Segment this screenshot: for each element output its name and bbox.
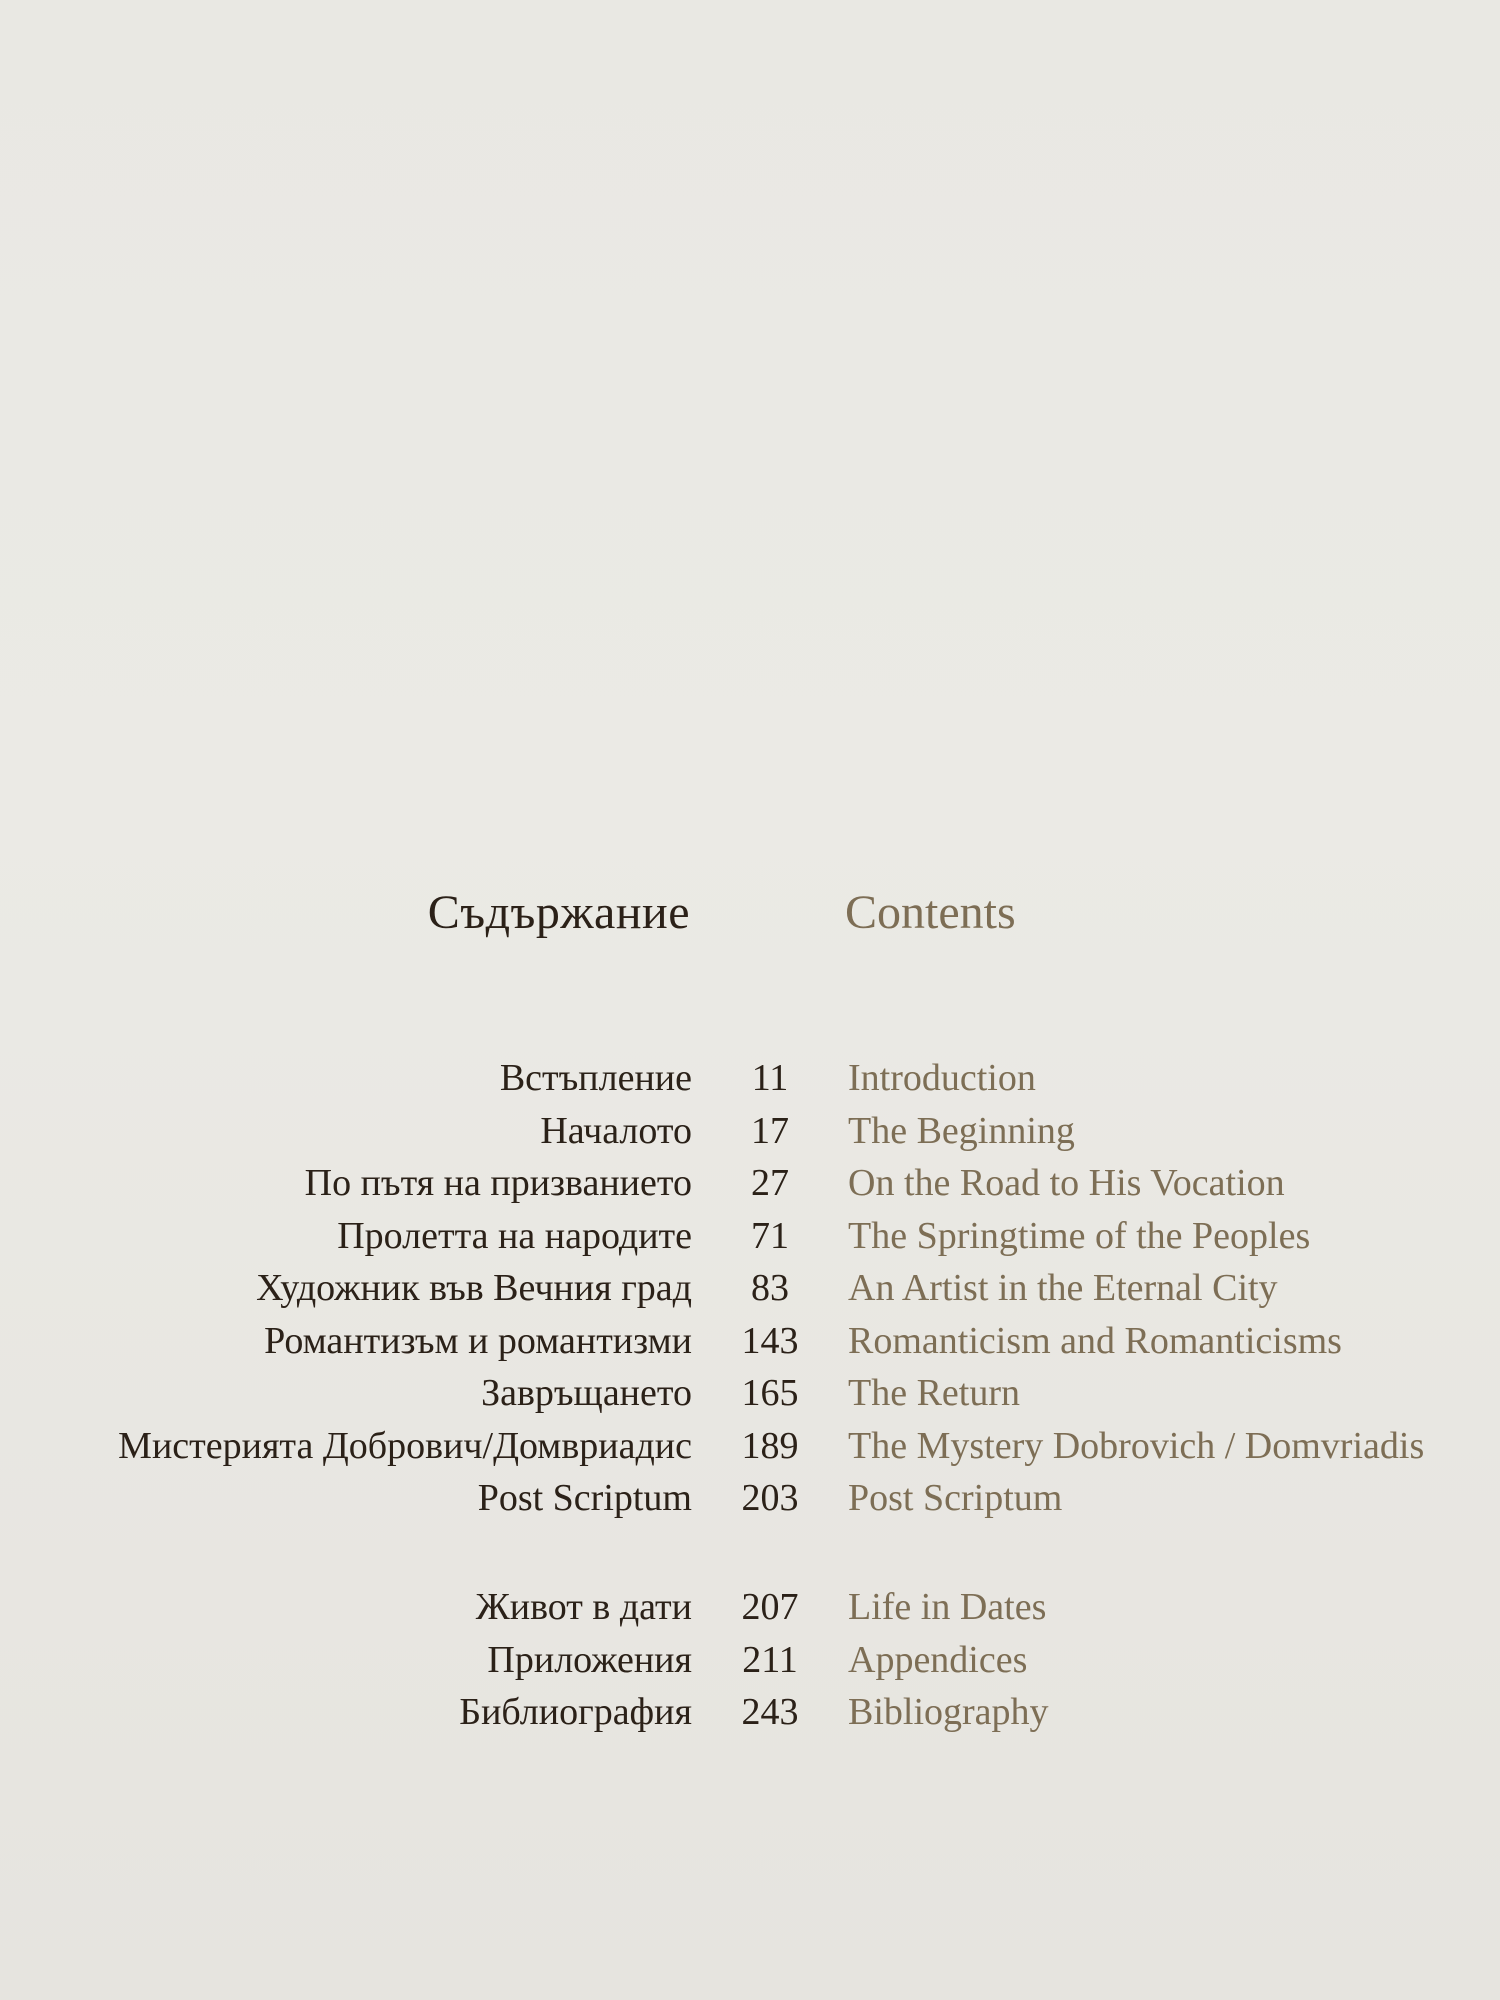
toc-title-english: Appendices — [848, 1638, 1028, 1681]
toc-page-number: 11 — [751, 1057, 789, 1099]
toc-title-english: Bibliography — [848, 1691, 1049, 1733]
toc-title-english: The Mystery Dobrovich / Domvriadis — [848, 1424, 1425, 1467]
toc-title-bulgarian: Приложения — [487, 1638, 692, 1681]
toc-title-bulgarian: Встъпление — [499, 1057, 692, 1099]
toc-title-bulgarian: Художник във Вечния град — [256, 1267, 692, 1309]
toc-row — [0, 1210, 1500, 1263]
toc-title-bulgarian: Завръщането — [481, 1372, 692, 1414]
toc-main-list — [0, 1052, 1500, 1525]
toc-page-number: 207 — [741, 1586, 799, 1628]
toc-title-bulgarian: Мистерията Добрович/Домвриадис — [118, 1424, 692, 1467]
toc-row — [0, 1105, 1500, 1158]
toc-title-english: The Beginning — [848, 1109, 1075, 1152]
toc-title-english: The Springtime of the Peoples — [848, 1214, 1311, 1257]
toc-page-number: 243 — [741, 1691, 799, 1733]
toc-page-number: 203 — [741, 1477, 799, 1519]
toc-title-english: On the Road to His Vocation — [848, 1162, 1285, 1204]
toc-title-english: Romanticism and Romanticisms — [848, 1319, 1342, 1362]
heading-bulgarian: Съдържание — [427, 886, 690, 939]
toc-title-bulgarian: Началото — [540, 1109, 692, 1152]
toc-page-number: 71 — [751, 1214, 789, 1257]
toc-row — [0, 1686, 1500, 1739]
toc-title-bulgarian: Живот в дати — [475, 1586, 692, 1628]
toc-row — [0, 1472, 1500, 1525]
toc-row — [0, 1581, 1500, 1634]
toc-page-number: 211 — [742, 1638, 798, 1681]
toc-title-english: An Artist in the Eternal City — [848, 1267, 1278, 1309]
toc-page-number: 27 — [751, 1162, 789, 1204]
toc-page-number: 83 — [751, 1267, 789, 1309]
contents-headings — [0, 885, 1500, 955]
toc-page-number: 189 — [741, 1424, 799, 1467]
toc-row — [0, 1157, 1500, 1210]
toc-page-number: 143 — [741, 1319, 799, 1362]
toc-title-bulgarian: Пролетта на народите — [337, 1214, 692, 1257]
toc-row — [0, 1315, 1500, 1368]
toc-row — [0, 1420, 1500, 1473]
toc-page-number: 17 — [751, 1109, 789, 1152]
toc-title-bulgarian: Романтизъм и романтизми — [264, 1319, 692, 1362]
toc-title-bulgarian: Post Scriptum — [477, 1477, 692, 1519]
toc-page-number: 165 — [741, 1372, 799, 1414]
toc-title-english: Introduction — [848, 1057, 1036, 1099]
toc-title-english: Life in Dates — [848, 1586, 1047, 1628]
toc-title-english: The Return — [848, 1372, 1021, 1414]
toc-row — [0, 1367, 1500, 1420]
toc-row — [0, 1262, 1500, 1315]
toc-title-bulgarian: Библиография — [459, 1691, 692, 1733]
toc-row — [0, 1052, 1500, 1105]
toc-title-bulgarian: По пътя на призванието — [304, 1162, 692, 1204]
toc-row — [0, 1634, 1500, 1687]
heading-english: Contents — [845, 886, 1016, 939]
toc-appendix-list — [0, 1581, 1500, 1739]
toc-title-english: Post Scriptum — [848, 1477, 1063, 1519]
